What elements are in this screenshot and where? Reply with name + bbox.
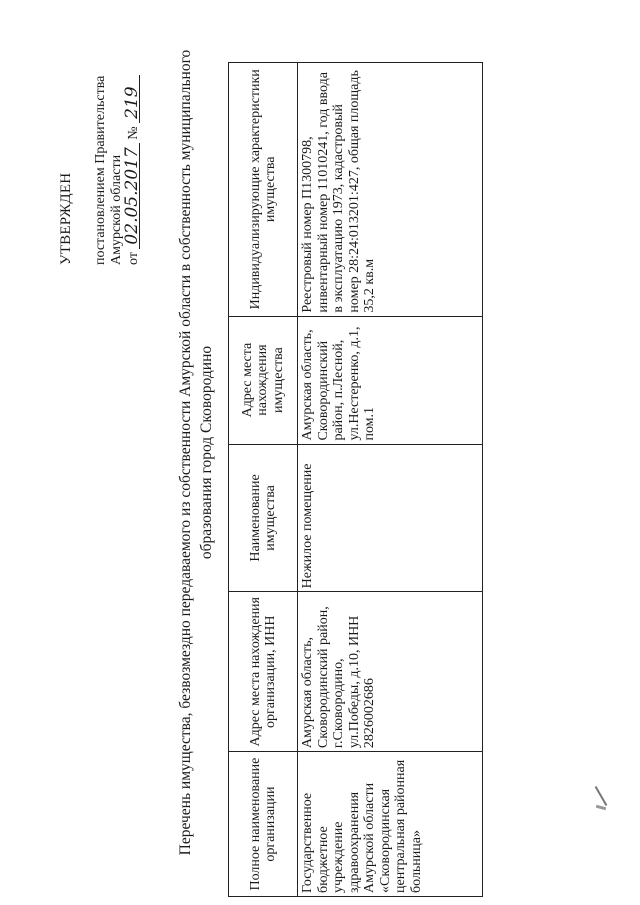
decree-number: 219: [125, 75, 140, 123]
decree-line-2: Амурской области: [109, 154, 124, 265]
cell-org-name: Государственное бюджетное учреждение здравоохранения Амурской области «Сковородинская центральная районная больница»: [298, 752, 483, 897]
header-property-name: Наименование имущества: [229, 444, 298, 592]
header-characteristics: Индивидуализирующие характеристики имущества: [229, 63, 298, 317]
decree-reference: [93, 75, 142, 265]
number-prefix: №: [126, 126, 141, 140]
table-row: [298, 63, 483, 897]
header-property-address: Адрес места нахождения имущества: [229, 316, 298, 444]
document-title: [175, 40, 217, 865]
cell-org-address: Амурская область, Сковородинский район, г.Сковородино, ул.Победы, д.10, ИНН 2826002686: [298, 592, 483, 752]
cell-characteristics: Реестровый номер П1300798, инвентарный номер 11010241, год ввода в эксплуатацию 1973, кадастровый номер 28:24:013201:427, общая площадь 35,2 кв.м: [298, 63, 483, 317]
decree-date: 02.05.2017: [125, 143, 140, 248]
decree-line-1: постановлением Правительства: [93, 75, 108, 265]
header-org-name: Полное наименование организации: [229, 752, 298, 897]
title-line-1: Перечень имущества, безвозмездно передаваемого из собственности Амурской области в собственность муниципального: [177, 49, 194, 856]
property-table: [228, 62, 483, 897]
scan-pen-mark: [595, 786, 608, 806]
title-line-2: образования город Сковородино: [198, 345, 215, 560]
table-header-row: [229, 63, 298, 897]
cell-property-address: Амурская область, Сковородинский район, п.Лесной, ул.Нестеренко, д.1, пом.1: [298, 316, 483, 444]
decree-date-line: [122, 75, 142, 265]
approved-heading: УТВЕРЖДЕН: [58, 172, 74, 265]
header-org-address: Адрес места нахождения организации, ИНН: [229, 592, 298, 752]
date-prefix: от: [126, 252, 141, 265]
cell-property-name: Нежилое помещение: [298, 444, 483, 592]
